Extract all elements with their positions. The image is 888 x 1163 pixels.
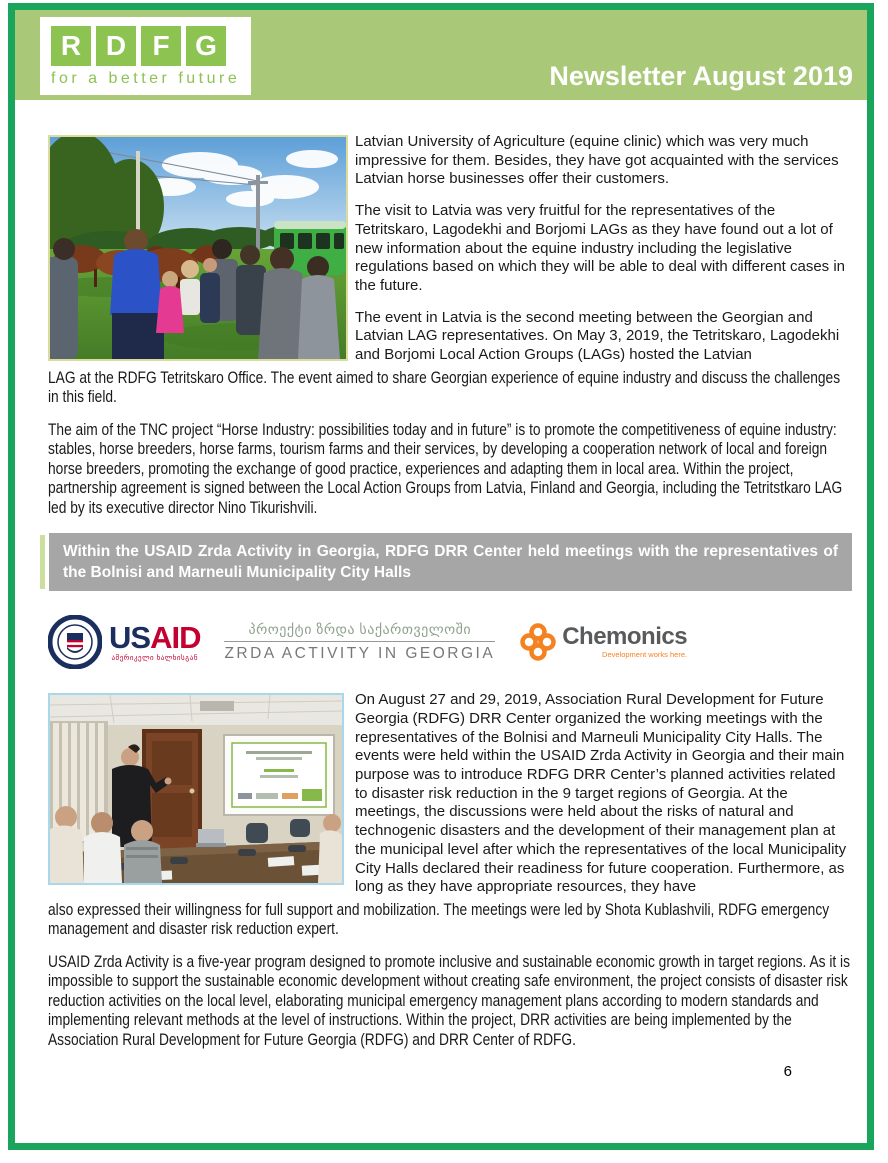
section-drr-meetings xyxy=(48,691,852,1050)
body-paragraph: also expressed their willingness for full support and mobilization. The meetings were led by Shota Kublashvili, RDFG emergency management and disaster risk reduction expert. xyxy=(48,900,830,939)
newsletter-title: Newsletter August 2019 xyxy=(549,61,853,91)
usaid-wordmark xyxy=(109,620,201,656)
body-paragraph: USAID Zrda Activity is a five-year program designed to promote inclusive and sustainable economic growth in target regions. As it is impossible to support the sustainable economic development without creating safe environment, the project consists of disaster risk reduction activities on the local level, elaborating municipal emergency management plans according to modern standards and implementing relevant methods at the level of instructions. Within the project, DRR activities are being implemented by the Association Rural Development for Future Georgia (RDFG) and DRR Center of RDFG. xyxy=(48,952,850,1049)
body-paragraph: On August 27 and 29, 2019, Association Rural Development for Future Georgia (RDFG) DRR Center organized the working meetings with the representatives of the Bolnisi and Marneuli Municipality City Halls. The events were held within the USAID Zrda Activity in Georgia and their main purpose was to introduce RDFG DRR Center’s planned activities related to disaster risk reduction in the 9 target regions of Georgia. At the meetings, the discussions were held about the risks of natural and technogenic disasters and the development of their management plan at the municipal level after which the representatives of the local Municipality City Halls declared their readiness for future cooperation. Furthermore, as long as they have appropriate resources, they have xyxy=(355,691,847,896)
partner-logos-row xyxy=(48,613,852,671)
chemonics-wordmark: Chemonics xyxy=(562,623,688,651)
page-content xyxy=(15,100,867,1080)
meeting-room-photo-art xyxy=(50,695,342,883)
body-paragraph: Latvian University of Agriculture (equine clinic) which was very much impressive for them. Besides, they have got acquainted with the services Latvian horse businesses offer their customers. xyxy=(355,133,839,188)
usaid-wordmark-aid: AID xyxy=(150,620,201,656)
rdfg-logo xyxy=(40,17,251,95)
horses-field-photo xyxy=(48,135,348,361)
logo-letter-f: F xyxy=(141,26,181,66)
header-bar xyxy=(15,10,867,100)
usaid-wordmark-us: US xyxy=(109,620,151,656)
body-paragraph: The event in Latvia is the second meeting between the Georgian and Latvian LAG representatives. On May 3, 2019, the Tetritskaro, Lagodekhi and Borjomi Local Action Groups (LAGs) hosted the Latvian xyxy=(355,308,840,364)
logo-letter-d: D xyxy=(96,26,136,66)
section-heading-banner: Within the USAID Zrda Activity in Georgia, RDFG DRR Center held meetings with the representatives of the Bolnisi and Marneuli Municipality City Halls xyxy=(49,533,852,591)
horses-field-photo-art xyxy=(50,137,346,359)
body-paragraph: The visit to Latvia was very fruitful for the representatives of the Tetritskaro, Lagodekhi and Borjomi LAGs as they have found out a lot of new information about the equine industry including the legislative regulations based on which they will be able to deal with different cases in the future. xyxy=(355,202,846,294)
zrda-georgian-title: პროექტი ზრდა საქართველოში xyxy=(224,621,495,642)
projection-screen xyxy=(224,735,334,815)
chemonics-quatrefoil-icon xyxy=(519,622,557,662)
section-heading-row xyxy=(40,533,852,591)
usaid-seal-icon xyxy=(48,615,102,669)
heading-accent-bar xyxy=(40,535,45,589)
chemonics-tagline: Development works here. xyxy=(602,650,688,660)
chemonics-logo xyxy=(519,622,687,662)
usaid-tagline: ამერიკელი ხალხისგან xyxy=(111,655,198,663)
rdfg-logo-tagline: for a better future xyxy=(51,70,241,87)
section-latvia-visit xyxy=(48,133,852,518)
page-number: 6 xyxy=(783,1063,792,1081)
body-paragraph: LAG at the RDFG Tetritskaro Office. The event aimed to share Georgian experience of equine industry and discuss the challenges in this field. xyxy=(48,368,841,407)
zrda-english-title: ZRDA ACTIVITY IN GEORGIA xyxy=(224,645,496,663)
body-paragraph: The aim of the TNC project “Horse Industry: possibilities today and in future” is to promote the competitiveness of equine industry: stables, horse breeders, horse farms, tourism farms and their services, by developing a cooperation network of local and foreign horse breeders, promoting the exchange of good practice, experiences and adapting them in local area. Within the project, partnership agreement is signed between the Local Action Groups from Latvia, Finland and Georgia, including the Tetritstkaro LAG led by its executive director Nino Tikurishvili. xyxy=(48,420,843,517)
zrda-logo xyxy=(224,621,495,663)
meeting-room-photo xyxy=(48,693,344,885)
newsletter-page xyxy=(8,3,874,1150)
logo-letter-g: G xyxy=(186,26,226,66)
logo-letter-r: R xyxy=(51,26,91,66)
rdfg-logo-letters xyxy=(51,26,240,66)
usaid-logo xyxy=(48,615,200,669)
